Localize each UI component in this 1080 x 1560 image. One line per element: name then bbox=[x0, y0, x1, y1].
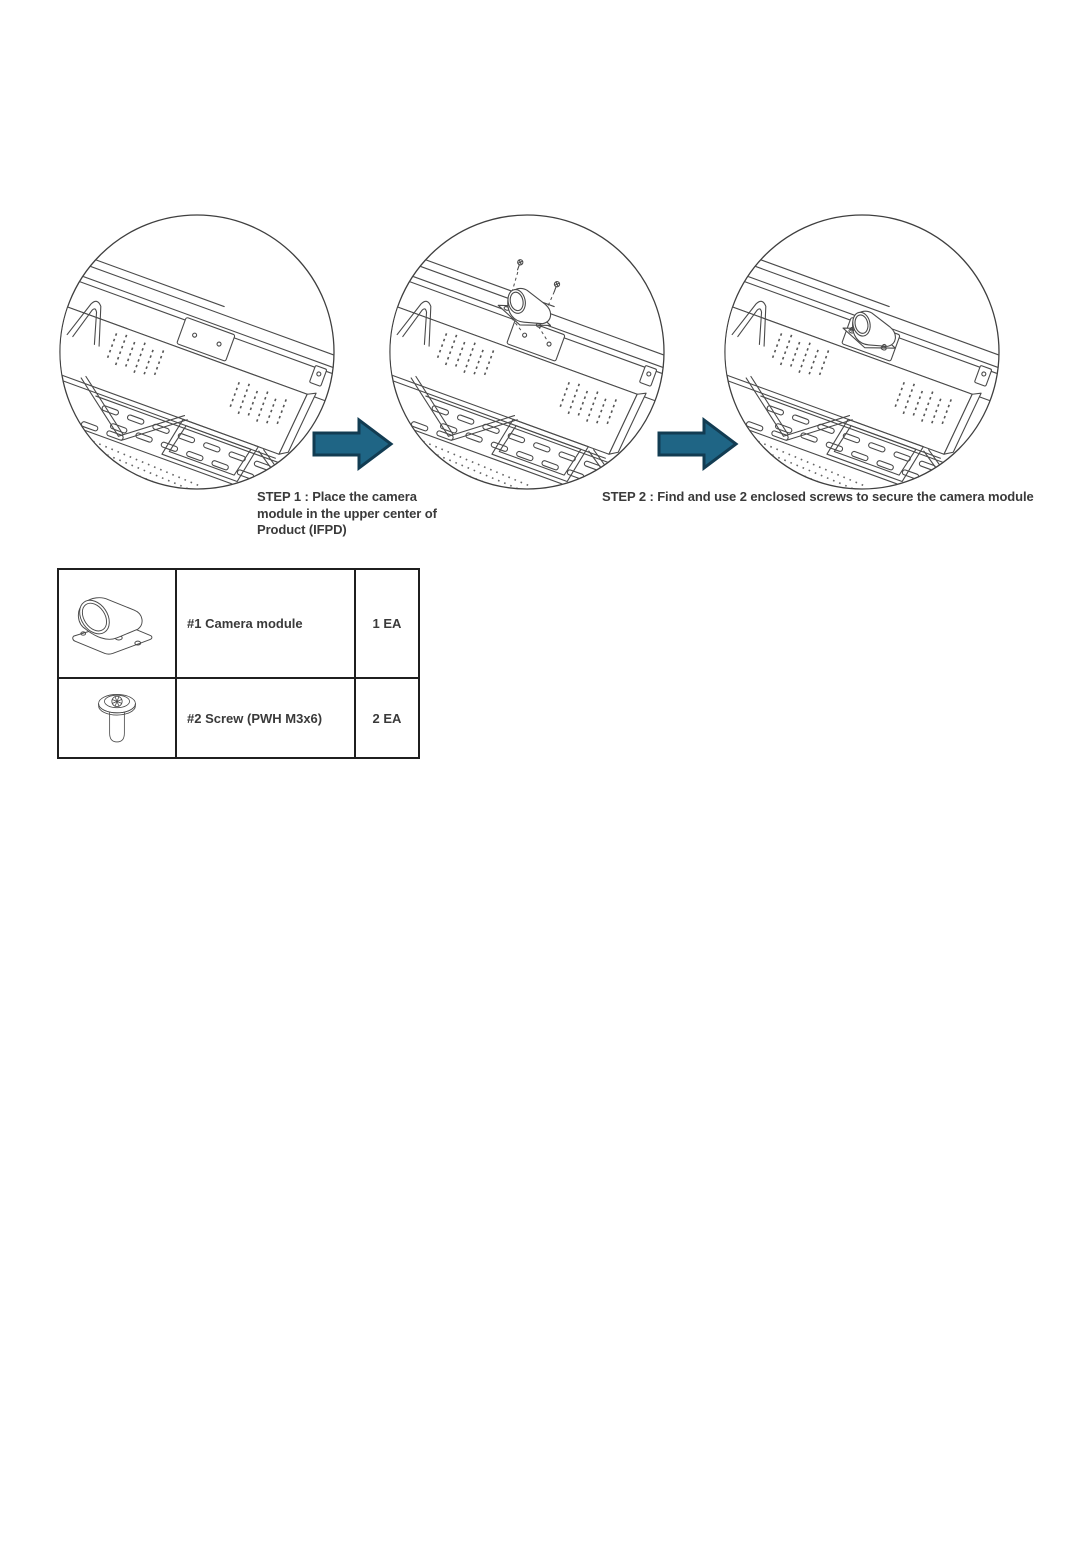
screw-drawing bbox=[86, 683, 148, 753]
screw-drawing bbox=[59, 679, 177, 757]
part-qty: 2 EA bbox=[372, 710, 402, 726]
camera-module-drawing bbox=[59, 570, 177, 677]
step-2-caption: STEP 2 : Find and use 2 enclosed screws to secure the camera module bbox=[602, 489, 1034, 504]
arrow-right-icon bbox=[312, 416, 394, 472]
part-qty: 1 EA bbox=[372, 616, 402, 631]
parts-table bbox=[57, 568, 420, 759]
figure-step1-placement bbox=[387, 212, 667, 492]
table-row bbox=[59, 570, 418, 679]
table-row bbox=[59, 679, 418, 757]
figure-step1-before bbox=[57, 212, 337, 492]
camera-module-drawing bbox=[65, 578, 169, 670]
part-name: #1 Camera module bbox=[177, 570, 356, 677]
part-name: #2 Screw (PWH M3x6) bbox=[177, 679, 356, 757]
step-1-caption: STEP 1 : Place the camera module in the upper center of Product (IFPD) bbox=[257, 489, 437, 537]
figure-step2-secured bbox=[722, 212, 1002, 492]
